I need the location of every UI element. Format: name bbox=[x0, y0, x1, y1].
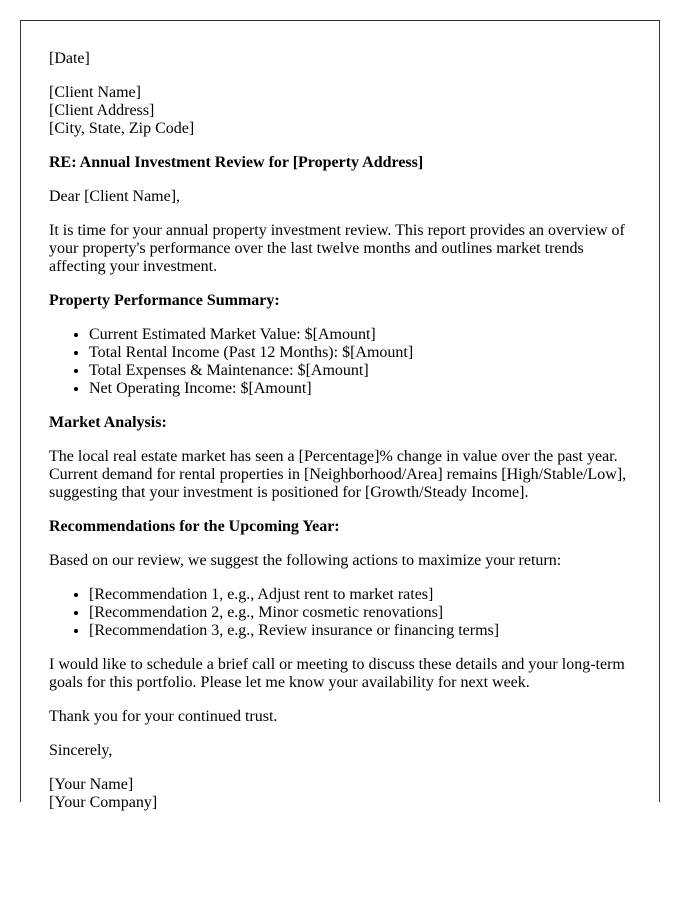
market-line: The local real estate market has seen a [Percentage]% change in value over the past year. bbox=[49, 448, 618, 465]
meeting-line: goals for this portfolio. Please let me know your availability for next week. bbox=[49, 674, 530, 691]
list-item: • [Recommendation 1, e.g., Adjust rent to market rates] bbox=[89, 586, 659, 604]
market-line: Current demand for rental properties in [Neighborhood/Area] remains [High/Stable/Low], bbox=[49, 466, 627, 483]
list-item: • Total Expenses & Maintenance: $[Amount] bbox=[89, 362, 659, 380]
sender-company: [Your Company] bbox=[49, 794, 158, 811]
client-address: [Client Address] bbox=[49, 102, 155, 119]
intro-line: affecting your investment. bbox=[49, 258, 218, 275]
recommendations-heading: Recommendations for the Upcoming Year: bbox=[49, 518, 340, 535]
recommendations-list bbox=[49, 586, 659, 640]
intro-paragraph bbox=[49, 222, 659, 276]
performance-heading: Property Performance Summary: bbox=[49, 292, 280, 309]
client-city: [City, State, Zip Code] bbox=[49, 120, 195, 137]
subject-line: RE: Annual Investment Review for [Property Address] bbox=[49, 154, 424, 171]
client-name: [Client Name] bbox=[49, 84, 141, 101]
market-heading: Market Analysis: bbox=[49, 414, 167, 431]
list-item: • Net Operating Income: $[Amount] bbox=[89, 380, 659, 398]
recommendations-intro: Based on our review, we suggest the following actions to maximize your return: bbox=[49, 552, 562, 569]
market-paragraph bbox=[49, 448, 659, 502]
sender-name: [Your Name] bbox=[49, 776, 134, 793]
signature bbox=[49, 776, 659, 812]
market-line: suggesting that your investment is positioned for [Growth/Steady Income]. bbox=[49, 484, 529, 501]
letter-page bbox=[20, 20, 660, 811]
thanks: Thank you for your continued trust. bbox=[49, 708, 278, 725]
intro-line: It is time for your annual property investment review. This report provides an overview of bbox=[49, 222, 625, 239]
meeting-paragraph bbox=[49, 656, 659, 692]
list-item: • [Recommendation 2, e.g., Minor cosmetic renovations] bbox=[89, 604, 659, 622]
intro-line: your property's performance over the last twelve months and outlines market trends bbox=[49, 240, 584, 257]
date: [Date] bbox=[49, 50, 90, 67]
performance-list bbox=[49, 326, 659, 398]
list-item: • Current Estimated Market Value: $[Amount] bbox=[89, 326, 659, 344]
closing: Sincerely, bbox=[49, 742, 113, 759]
salutation: Dear [Client Name], bbox=[49, 188, 181, 205]
recipient-address bbox=[49, 84, 659, 138]
meeting-line: I would like to schedule a brief call or meeting to discuss these details and your long-term bbox=[49, 656, 625, 673]
list-item: • [Recommendation 3, e.g., Review insurance or financing terms] bbox=[89, 622, 659, 640]
list-item: • Total Rental Income (Past 12 Months): $[Amount] bbox=[89, 344, 659, 362]
